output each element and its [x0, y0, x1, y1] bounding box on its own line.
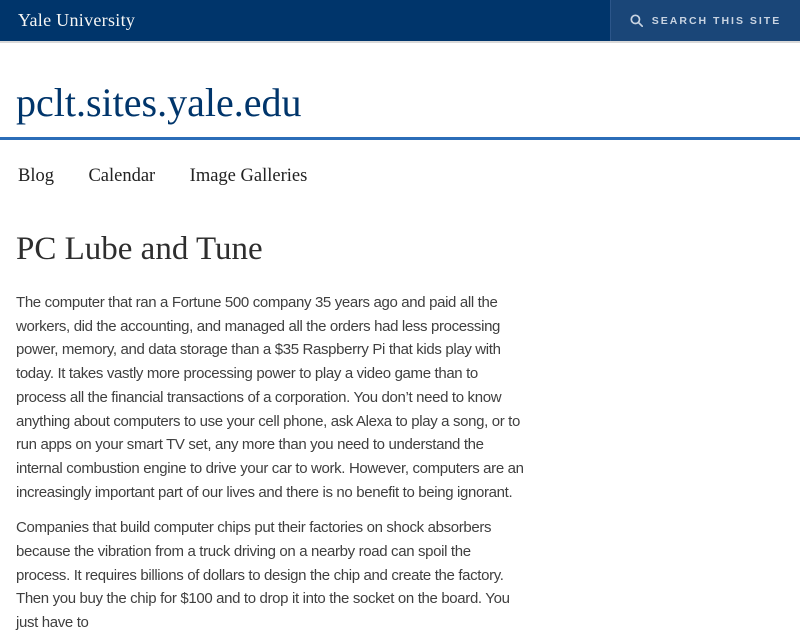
search-this-site-button[interactable] [610, 0, 800, 41]
nav-item-calendar[interactable]: Calendar [88, 166, 156, 186]
search-icon [630, 14, 643, 27]
search-button-label: SEARCH THIS SITE [651, 14, 782, 27]
nav-item-image-galleries[interactable]: Image Galleries [189, 166, 308, 186]
site-header [0, 0, 800, 43]
nav-item-blog[interactable]: Blog [18, 166, 54, 186]
site-title-link[interactable]: pclt.sites.yale.edu [16, 80, 302, 125]
article-body [0, 291, 800, 635]
yale-university-link[interactable]: Yale University [18, 10, 136, 30]
main-navigation [0, 166, 800, 187]
paragraph-chips: Companies that build computer chips put their factories on shock absorbers because the vibration from a truck driving on a nearby road can spoil the process. It requires billions of dollars to design the chip and create the factory. Then you buy the chip for $100 and to drop it into the socket on the board. You just have to [16, 519, 510, 632]
site-title-section [0, 79, 800, 127]
page-title: PC Lube and Tune [16, 231, 263, 267]
paragraph-intro: The computer that ran a Fortune 500 company 35 years ago and paid all the workers, did the accounting, and managed all the orders had less processing power, memory, and data storage than a $35 Raspberry Pi that kids play with today. It takes vastly more processing power to play a video game than to process all the financial transactions of a corporation. You don’t need to know anything about computers to use your cell phone, ask Alexa to play a song, or to run apps on your smart TV set, any more than you need to understand the internal combustion engine to drive your car to work. However, computers are an increasingly important part of our lives and there is no benefit to being ignorant. [16, 294, 524, 501]
accent-divider [0, 137, 800, 140]
